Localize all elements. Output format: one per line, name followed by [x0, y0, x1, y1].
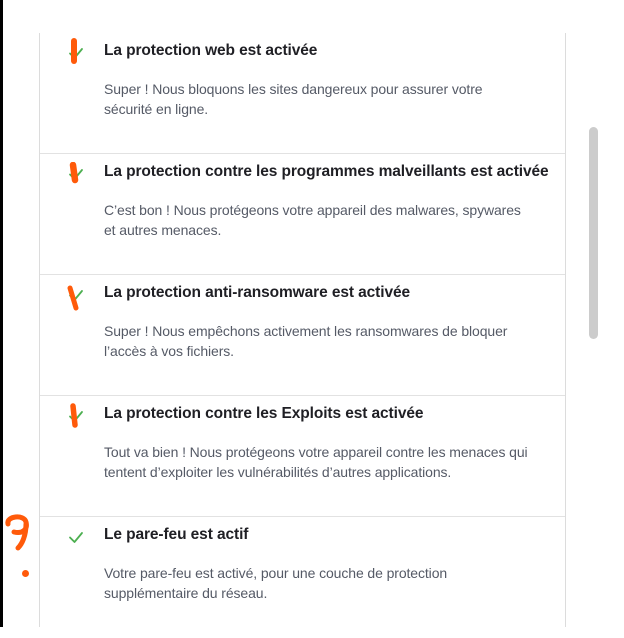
scrollbar-thumb[interactable] — [589, 127, 598, 339]
pen-annotation-icon — [67, 162, 81, 184]
item-title: La protection web est activée — [104, 42, 318, 59]
list-item-ransomware-protection — [40, 275, 565, 396]
list-item-exploit-protection — [40, 396, 565, 517]
question-mark-annotation-icon — [2, 512, 32, 552]
item-description: Tout va bien ! Nous protégeons votre appareil contre les menaces qui tentent d’exploiter les vulnérabilités d’autres applications. — [104, 444, 528, 480]
pen-annotation-icon — [67, 403, 81, 429]
protection-status-list — [39, 33, 566, 627]
pen-annotation-icon — [67, 284, 81, 312]
item-description: C’est bon ! Nous protégeons votre appareil des malwares, spywares et autres menaces. — [104, 202, 521, 238]
item-title: La protection anti-ransomware est activée — [104, 284, 410, 301]
dot-annotation-icon — [22, 570, 29, 577]
item-title: Le pare-feu est actif — [104, 526, 249, 543]
item-description: Super ! Nous bloquons les sites dangereux pour assurer votre sécurité en ligne. — [104, 81, 483, 117]
list-item-firewall — [40, 517, 565, 638]
check-icon — [67, 528, 85, 546]
list-item-malware-protection — [40, 154, 565, 275]
item-description: Super ! Nous empêchons activement les ransomwares de bloquer l’accès à vos fichiers. — [104, 323, 508, 359]
pen-annotation-icon — [67, 38, 81, 64]
list-item-web-protection — [40, 33, 565, 154]
item-title: La protection contre les programmes malveillants est activée — [104, 163, 549, 180]
item-description: Votre pare-feu est activé, pour une couche de protection supplémentaire du réseau. — [104, 565, 448, 601]
item-title: La protection contre les Exploits est activée — [104, 405, 424, 422]
